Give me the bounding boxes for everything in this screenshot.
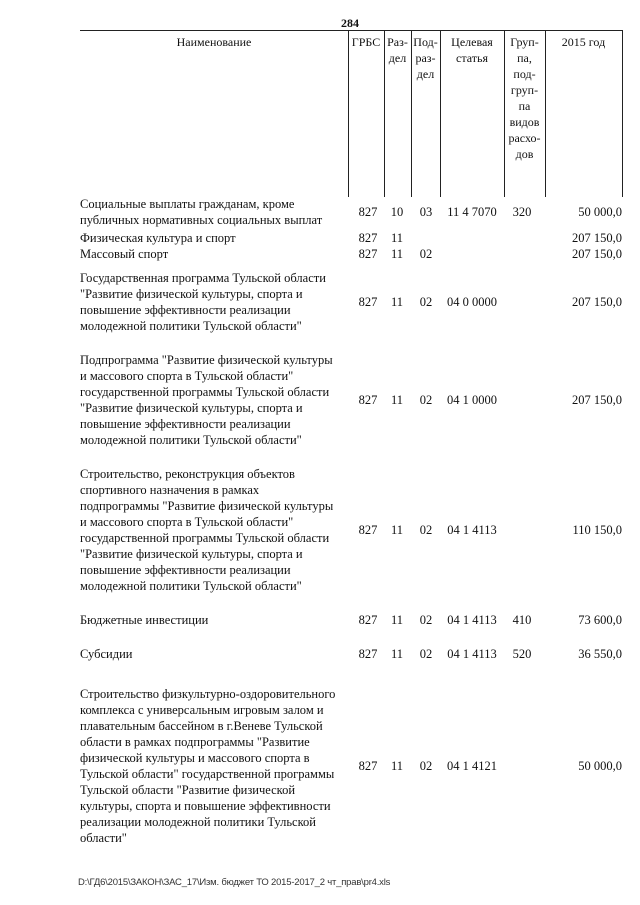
row-podrazdel: 02 — [419, 613, 433, 627]
row-vid: 320 — [512, 205, 532, 219]
row-razdel: 11 — [390, 295, 404, 309]
row-sum: 50 000,0 — [578, 205, 622, 219]
header-line: под- — [513, 67, 536, 81]
row-name — [80, 230, 348, 246]
row-razdel: 11 — [390, 647, 404, 661]
table-row — [0, 612, 640, 628]
page-number: 284 — [341, 16, 359, 30]
row-name-line: государственной программы Тульской области — [80, 385, 330, 399]
row-name-line: повышение эффективности реализации — [80, 563, 291, 577]
file-path-footer: D:\ГД6\2015\ЗАКОН\ЗАС_17\Изм. бюджет ТО 2015-2017_2 чт_прав\pr4.xls — [78, 877, 391, 888]
row-name-line: Социальные выплаты гражданам, кроме — [80, 197, 295, 211]
header-razdel — [384, 34, 411, 66]
row-name-line: "Развитие физической культуры, спорта и — [80, 287, 303, 301]
header-line: видов — [509, 115, 540, 129]
row-razdel: 11 — [390, 231, 404, 245]
header-line: Наименование — [176, 35, 252, 49]
row-name-line: Физическая культура и спорт — [80, 231, 236, 245]
row-sum: 207 150,0 — [572, 295, 622, 309]
row-name-line: Государственная программа Тульской области — [80, 271, 326, 285]
header-line: статья — [456, 51, 488, 65]
row-name — [80, 270, 348, 334]
table-row — [0, 270, 640, 334]
row-sum: 207 150,0 — [572, 247, 622, 261]
row-name-line: публичных нормативных социальных выплат — [80, 213, 323, 227]
row-sum: 36 550,0 — [578, 647, 622, 661]
row-sum: 110 150,0 — [572, 523, 622, 537]
row-name-line: реализации молодежной политики Тульской — [80, 815, 316, 829]
header-line: дел — [388, 51, 407, 65]
row-grbs: 827 — [358, 247, 378, 261]
row-razdel: 11 — [390, 393, 404, 407]
row-grbs: 827 — [358, 523, 378, 537]
row-name-line: спортивного назначения в рамках — [80, 483, 260, 497]
row-name-line: физической культуры и массового спорта в — [80, 751, 310, 765]
row-podrazdel: 02 — [419, 247, 433, 261]
row-name-line: плавательным бассейном в г.Веневе Тульской — [80, 719, 323, 733]
table-row — [0, 196, 640, 228]
column-divider — [622, 30, 623, 197]
row-podrazdel: 02 — [419, 393, 433, 407]
row-name-line: молодежной политики Тульской области" — [80, 319, 302, 333]
row-name-line: "Развитие физической культуры, спорта и — [80, 547, 303, 561]
row-name-line: Субсидии — [80, 647, 133, 661]
row-sum: 207 150,0 — [572, 393, 622, 407]
row-celevaya: 04 0 0000 — [447, 295, 497, 309]
row-celevaya: 04 1 4113 — [447, 647, 497, 661]
row-sum: 207 150,0 — [572, 231, 622, 245]
header-grbs — [348, 34, 384, 50]
row-vid: 520 — [512, 647, 532, 661]
row-celevaya: 11 4 7070 — [447, 205, 497, 219]
table-row — [0, 246, 640, 262]
header-line: ГРБС — [351, 35, 381, 49]
row-celevaya: 04 1 0000 — [447, 393, 497, 407]
row-name-line: и массового спорта в Тульской области" — [80, 369, 294, 383]
row-grbs: 827 — [358, 613, 378, 627]
row-name — [80, 196, 348, 228]
column-divider — [545, 30, 546, 197]
row-vid: 410 — [512, 613, 532, 627]
header-line: па, — [517, 51, 532, 65]
row-razdel: 11 — [390, 247, 404, 261]
header-line: Целевая — [451, 35, 493, 49]
header-line: 2015 год — [561, 35, 606, 49]
column-divider — [348, 30, 349, 197]
row-name-line: государственной программы Тульской области — [80, 531, 330, 545]
header-line: Раз- — [387, 35, 408, 49]
row-name-line: повышение эффективности реализации — [80, 417, 291, 431]
row-name-line: Бюджетные инвестиции — [80, 613, 209, 627]
row-celevaya: 04 1 4121 — [447, 759, 497, 773]
table-row — [0, 686, 640, 846]
row-name-line: Строительство физкультурно-оздоровительного — [80, 687, 336, 701]
header-line: Груп- — [510, 35, 539, 49]
row-name-line: культуры, спорта и повышение эффективности — [80, 799, 331, 813]
table-row — [0, 230, 640, 246]
table-row — [0, 352, 640, 448]
row-name-line: Подпрограмма "Развитие физической культуры — [80, 353, 333, 367]
row-name-line: молодежной политики Тульской области" — [80, 579, 302, 593]
row-grbs: 827 — [358, 647, 378, 661]
row-podrazdel: 02 — [419, 295, 433, 309]
row-podrazdel: 02 — [419, 759, 433, 773]
row-name-line: подпрограммы "Развитие физической культуры — [80, 499, 334, 513]
row-razdel: 11 — [390, 523, 404, 537]
row-name-line: Тульской области "Развитие физической — [80, 783, 296, 797]
header-line: дов — [515, 147, 534, 161]
header-line: па — [518, 99, 531, 113]
row-name-line: Строительство, реконструкция объектов — [80, 467, 295, 481]
row-name-line: области" — [80, 831, 127, 845]
header-vid — [504, 34, 545, 162]
header-line: Под- — [413, 35, 438, 49]
row-razdel: 11 — [390, 613, 404, 627]
row-name — [80, 646, 348, 662]
row-name-line: "Развитие физической культуры, спорта и — [80, 401, 303, 415]
row-grbs: 827 — [358, 393, 378, 407]
row-grbs: 827 — [358, 205, 378, 219]
row-celevaya: 04 1 4113 — [447, 523, 497, 537]
header-line: груп- — [510, 83, 539, 97]
row-sum: 73 600,0 — [578, 613, 622, 627]
row-name — [80, 612, 348, 628]
row-name-line: области в рамках подпрограммы "Развитие — [80, 735, 310, 749]
header-name — [80, 34, 348, 50]
table-row — [0, 646, 640, 662]
row-name-line: комплекса с универсальным игровым залом и — [80, 703, 324, 717]
row-name — [80, 352, 348, 448]
row-name-line: повышение эффективности реализации — [80, 303, 291, 317]
row-podrazdel: 03 — [419, 205, 433, 219]
row-grbs: 827 — [358, 295, 378, 309]
header-podrazdel — [411, 34, 440, 82]
table-row — [0, 466, 640, 594]
row-sum: 50 000,0 — [578, 759, 622, 773]
header-line: дел — [416, 67, 435, 81]
row-name-line: и массового спорта в Тульской области" — [80, 515, 294, 529]
header-year — [545, 34, 622, 50]
row-grbs: 827 — [358, 759, 378, 773]
row-name-line: молодежной политики Тульской области" — [80, 433, 302, 447]
row-podrazdel: 02 — [419, 523, 433, 537]
header-line: расхо- — [508, 131, 541, 145]
row-name-line: Массовый спорт — [80, 247, 169, 261]
header-line: раз- — [415, 51, 436, 65]
row-name — [80, 246, 348, 262]
row-podrazdel: 02 — [419, 647, 433, 661]
row-razdel: 10 — [390, 205, 404, 219]
row-grbs: 827 — [358, 231, 378, 245]
row-name — [80, 466, 348, 594]
row-celevaya: 04 1 4113 — [447, 613, 497, 627]
row-name — [80, 686, 348, 846]
header-celevaya — [440, 34, 504, 66]
row-razdel: 11 — [390, 759, 404, 773]
row-name-line: Тульской области" государственной программы — [80, 767, 335, 781]
